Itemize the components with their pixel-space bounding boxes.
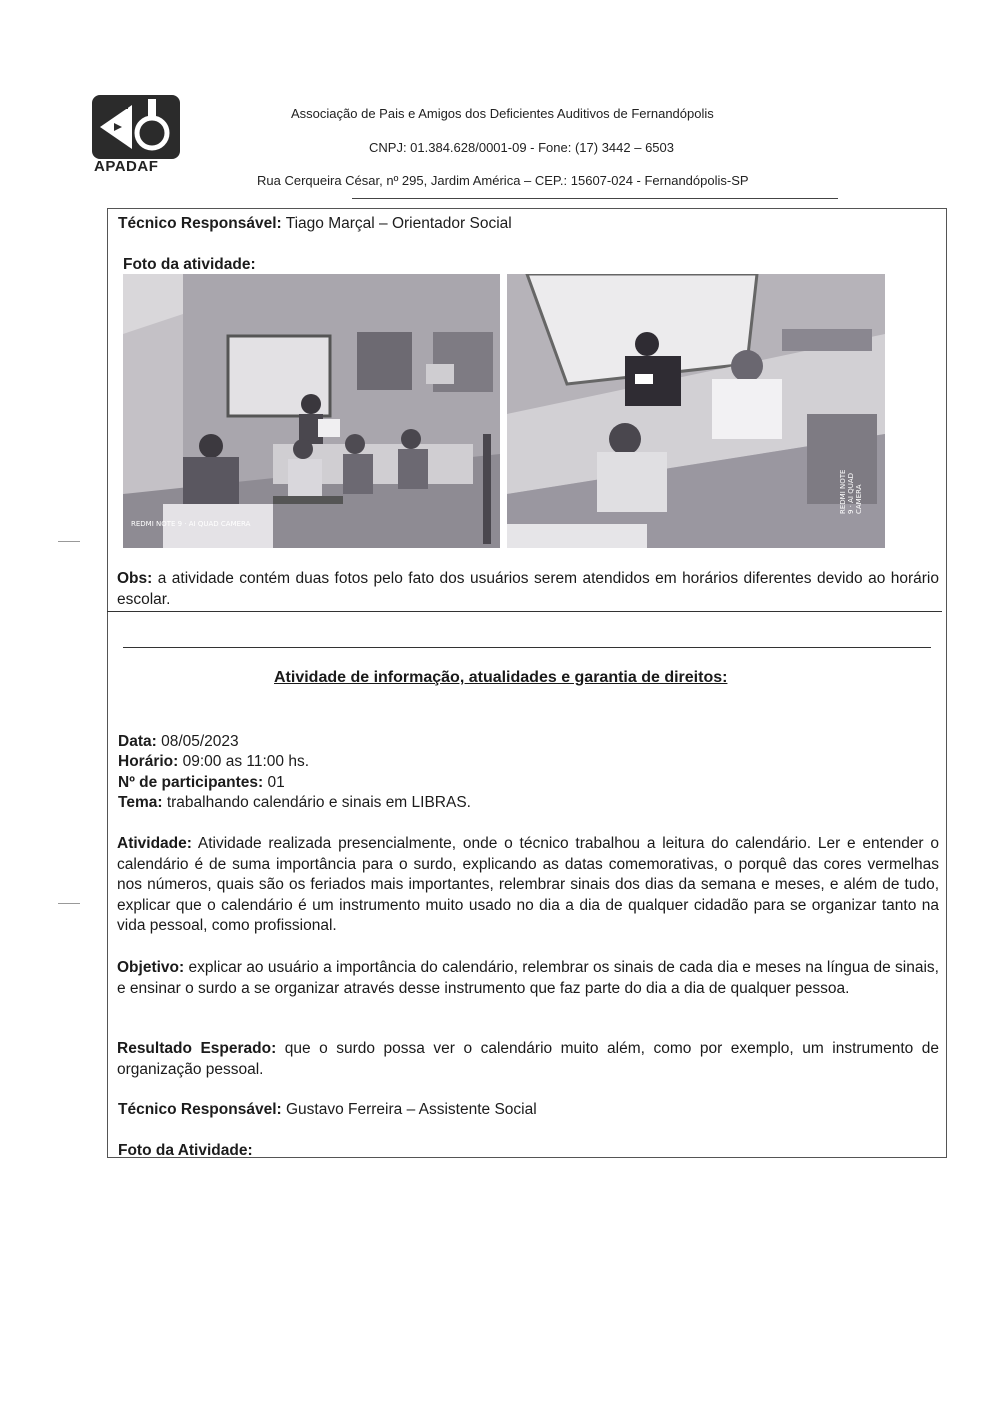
objetivo-paragraph	[117, 958, 939, 999]
participantes-label: Nº de participantes:	[118, 774, 264, 791]
punch-mark	[58, 903, 80, 904]
data-label: Data:	[118, 733, 157, 750]
foto-label-2: Foto da Atividade:	[118, 1142, 253, 1159]
participantes-line	[118, 773, 285, 794]
tema-label: Tema:	[118, 794, 163, 811]
photo-watermark: REDMI NOTE 9 · AI QUAD CAMERA	[839, 469, 863, 514]
atividade-paragraph	[117, 834, 939, 937]
horario-label: Horário:	[118, 753, 179, 770]
resultado-paragraph	[117, 1039, 939, 1080]
resultado-text: que o surdo possa ver o calendário muito além, como por exemplo, um instrumento de organização pessoal.	[117, 1040, 939, 1078]
tecnico-label: Técnico Responsável:	[118, 1101, 282, 1118]
header-divider	[352, 198, 838, 199]
activity-photo-left	[123, 274, 500, 548]
tecnico-value: Tiago Marçal – Orientador Social	[281, 215, 512, 232]
org-address: Rua Cerqueira César, nº 295, Jardim América – CEP.: 15607-024 - Fernandópolis-SP	[257, 173, 749, 188]
horario-line	[118, 752, 309, 773]
photo-watermark: REDMI NOTE 9 · AI QUAD CAMERA	[131, 520, 251, 528]
tecnico-label: Técnico Responsável:	[118, 215, 282, 232]
org-cnpj: CNPJ: 01.384.628/0001-09 - Fone: (17) 3442 – 6503	[369, 140, 674, 155]
tecnico-line-1	[118, 214, 512, 235]
objetivo-text: explicar ao usuário a importância do calendário, relembrar os sinais de cada dia e meses na língua de sinais, e ensinar o surdo a se organizar através desse instrumento que faz parte do dia a dia de qualquer pessoa.	[117, 959, 939, 997]
data-value: 08/05/2023	[156, 733, 239, 750]
tecnico-value: Gustavo Ferreira – Assistente Social	[281, 1101, 537, 1118]
org-name: Associação de Pais e Amigos dos Deficientes Auditivos de Fernandópolis	[291, 106, 714, 121]
section-title: Atividade de informação, atualidades e garantia de direitos:	[274, 669, 728, 686]
tema-value: trabalhando calendário e sinais em LIBRAS.	[162, 794, 471, 811]
objetivo-label: Objetivo:	[117, 959, 185, 976]
horario-value: 09:00 as 11:00 hs.	[178, 753, 309, 770]
data-line	[118, 732, 239, 753]
atividade-label: Atividade:	[117, 835, 192, 852]
activity-photo-right	[507, 274, 885, 548]
resultado-label: Resultado Esperado:	[117, 1040, 277, 1057]
foto-label: Foto da atividade:	[123, 256, 256, 273]
tecnico-line-2	[118, 1100, 537, 1121]
atividade-text: Atividade realizada presencialmente, onde o técnico trabalhou a leitura do calendário. Ler e entender o calendário é de suma importância para o surdo, explicando as datas comemorativas, o porquê das cores vermelhas nos números, quais são os feriados mais importantes, relembrar sinais dos dias da semana e meses, e além de tudo, explicar que o calendário é um instrumento muito usado no dia a dia de qualquer cidadão para se organizar tanto na vida pessoal, como profissional.	[117, 835, 939, 934]
participantes-value: 01	[263, 774, 285, 791]
obs-label: Obs:	[117, 570, 153, 587]
obs-text: a atividade contém duas fotos pelo fato dos usuários serem atendidos em horários diferentes devido ao horário escolar.	[117, 570, 939, 608]
tema-line	[118, 793, 471, 814]
divider	[123, 647, 931, 648]
logo-text: APADAF	[94, 158, 159, 175]
punch-mark	[58, 541, 80, 542]
divider	[107, 611, 942, 612]
obs-paragraph	[117, 569, 939, 610]
